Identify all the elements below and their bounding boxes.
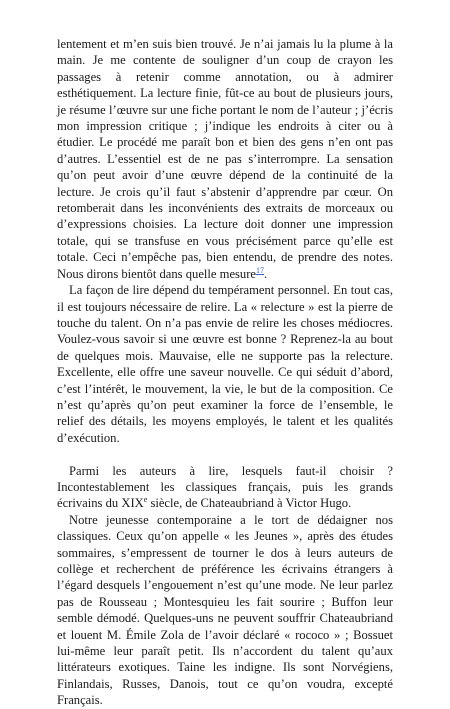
paragraph-3 — [57, 463, 393, 512]
paragraph-2: La façon de lire dépend du tempérament personnel. En tout cas, il est toujours nécessaire de relire. La « relecture » est la pierre de touche du talent. On n’a pas envie de relire les choses médiocres. Voulez-vous savoir si une œuvre est bonne ? Reprenez-la au bout de quelques mois. Mauvaise, elle ne supporte pas la relecture. Excellente, elle offre une saveur nouvelle. Ce qui séduit d’abord, c’est l’intérêt, le mouvement, la vie, le but de la composition. Ce n’est qu’après qu’on peut examiner la force de l’ensemble, le relief des détails, les moyens employés, le talent et les qualités d’exécution. — [57, 283, 393, 445]
footnote-link-17[interactable]: 17 — [256, 265, 265, 275]
paragraph-1-text: lentement et m’en suis bien trouvé. Je n’ai jamais lu la plume à la main. Je me contente de souligner d’un coup de crayon les passages à retenir comme annotation, ou à admirer esthétiquement. La lecture finie, fût-ce au bout de plusieurs jours, je résume l’œuvre sur une fiche portant le nom de l’auteur ; j’écris mon impression critique ; j’indique les endroits à citer ou à étudier. Le procédé me paraît bon et bien des gens n’en ont pas d’autres. L’essentiel est de ne pas s’interrompre. La sensation qu’on peut avoir d’une œuvre dépend de la continuité de la lecture. Je crois qu’il faut s’abstenir d’apprendre par cœur. On retomberait dans les inconvénients des extraits de morceaux ou d’expressions choisies. La lecture doit donner une impression totale, qui se transfuse en vous précisément parce qu’elle est totale. Ceci n’empêche pas, bien entendu, de prendre des notes. Nous dirons bientôt dans quelle mesure — [57, 37, 393, 281]
paragraph-3-text: Parmi les auteurs à lire, lesquels faut-il choisir ? Incontestablement les classiques français, puis les grands écrivains du XIX — [57, 463, 393, 511]
paragraph-1 — [57, 36, 393, 282]
paragraph-3-end: siècle, de Chateaubriand à Victor Hugo. — [147, 496, 352, 511]
paragraph-1-end: . — [264, 266, 268, 281]
paragraph-4: Notre jeunesse contemporaine a le tort de dédaigner nos classiques. Ceux qu’on appelle « les Jeunes », après des études sommaires, s’empressent de tourner le dos à leurs auteurs de collège et recherchent de préférence les écrivains étrangers à l’égard desquels l’engouement n’est qu’une mode. Ne leur parlez pas de Rousseau ; Montesquieu les fait sourire ; Buffon leur semble démodé. Quelques-uns ne peuvent souffrir Chateaubriand et louent M. Émile Zola de l’avoir déclaré « rococo » ; Bossuet lui-même leur paraît petit. Ils n’accordent du talent qu’aux littérateurs exotiques. Taine les indigne. Ils sont Norvégiens, Finlandais, Russes, Danois, tout ce qu’on voudra, excepté Français. — [57, 512, 393, 708]
body-text — [57, 36, 393, 709]
century-superscript: e — [143, 495, 148, 505]
